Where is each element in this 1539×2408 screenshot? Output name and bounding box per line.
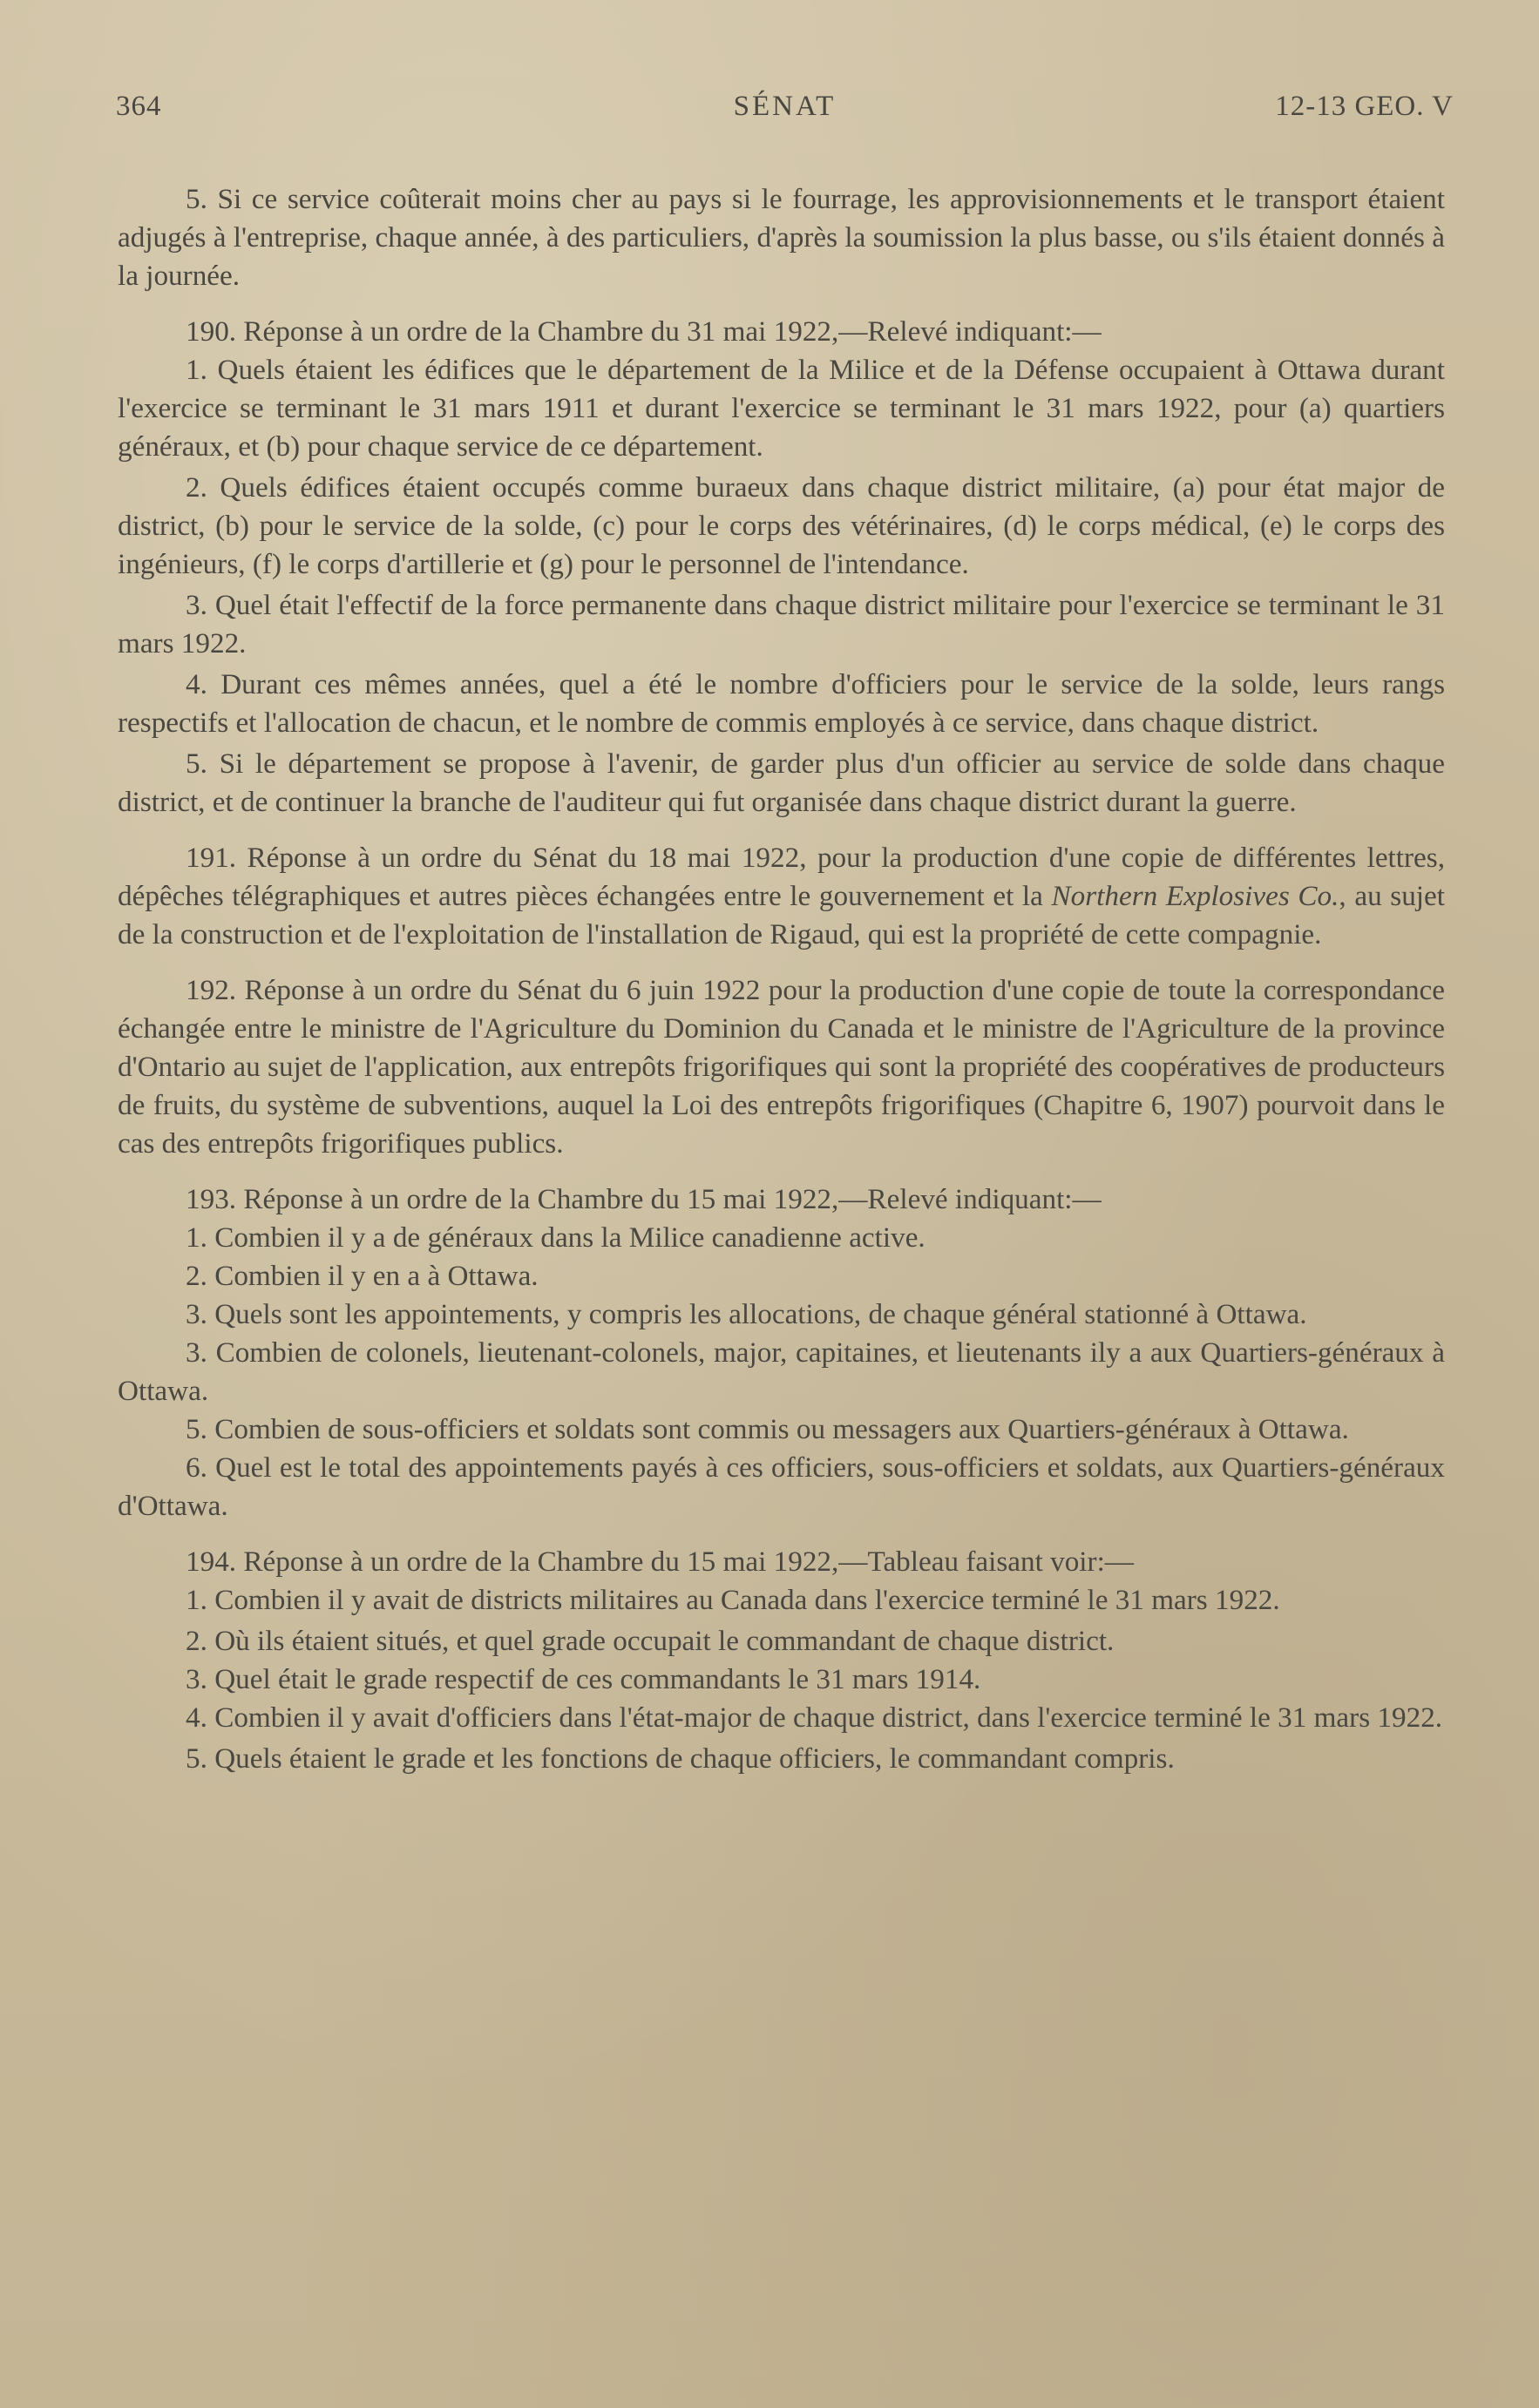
paragraph-text: 191. Réponse à un ordre du Sénat du 18 mai 1922, pour la production d'une copie de différentes lettres, dépêches télégraphiques et autres pièces échangées entre le gouvernement et la — [118, 842, 1445, 912]
order-paragraph-192: 192. Réponse à un ordre du Sénat du 6 juin 1922 pour la production d'une copie de toute la correspondance échangée entre le ministre de l'Agriculture du Dominion du Canada et le ministre de l'Agriculture de la province d'Ontario au sujet de l'application, aux entrepôts frigorifiques qui sont la propriété des coopératives de producteurs de fruits, du système de subventions, auquel la Loi des entrepôts frigorifiques (Chapitre 6, 1907) pourvoit dans le cas des entrepôts frigorifiques publics. — [118, 974, 1445, 1160]
page-title: SÉNAT — [733, 91, 837, 122]
paragraph-item: 3. Quel était le grade respectif de ces commandants le 31 mars 1914. — [186, 1663, 981, 1695]
session-label: 12-13 GEO. V — [1275, 91, 1454, 122]
paragraph-item: 2. Quels édifices étaient occupés comme buraeux dans chaque district militaire, (a) pour état major de district, (b) pour le service de la solde, (c) pour le corps des vétérinaires, (d) le corps médical, (e) le corps des ingénieurs, (f) le corps d'artillerie et (g) pour le personnel de l'intendance. — [118, 471, 1445, 580]
paragraph-text: , au sujet de la construction et de l'exploitation de l'installation de Rigaud, qui est la propriété de cette compagnie. — [118, 880, 1445, 950]
paragraph-item: 1. Quels étaient les édifices que le département de la Milice et de la Défense occupaient à Ottawa durant l'exercice se terminant le 31 mars 1911 et durant l'exercice se terminant le 31 mars 1922, pour (a) quartiers généraux, et (b) pour chaque service de ce département. — [118, 354, 1445, 463]
paragraph-item: 3. Quel était l'effectif de la force permanente dans chaque district militaire pour l'exercice se terminant le 31 mars 1922. — [118, 589, 1445, 659]
paragraph-item: 3. Quels sont les appointements, y compris les allocations, de chaque général stationné à Ottawa. — [186, 1298, 1307, 1330]
paragraph-item: 5. Si le département se propose à l'avenir, de garder plus d'un officier au service de solde dans chaque district, et de continuer la branche de l'auditeur qui fut organisée dans chaque district durant la guerre. — [118, 747, 1445, 818]
paragraph-item: 5. Si ce service coûterait moins cher au pays si le fourrage, les approvisionnements et le transport étaient adjugés à l'entreprise, chaque année, à des particuliers, d'après la soumission la plus basse, ou s'ils étaient donnés à la journée. — [118, 183, 1445, 292]
paragraph-item: 1. Combien il y avait de districts militaires au Canada dans l'exercice terminé le 31 mars 1922. — [186, 1584, 1280, 1616]
paragraph-item: 5. Quels étaient le grade et les fonctions de chaque officiers, le commandant compris. — [186, 1742, 1175, 1775]
paragraph-item: 5. Combien de sous-officiers et soldats sont commis ou messagers aux Quartiers-généraux à Ottawa. — [186, 1413, 1349, 1445]
paragraph-item: 1. Combien il y a de généraux dans la Milice canadienne active. — [186, 1221, 925, 1254]
document-body — [118, 180, 1445, 1778]
paragraph-item: 4. Durant ces mêmes années, quel a été le nombre d'officiers pour le service de la solde, leurs rangs respectifs et l'allocation de chacun, et le nombre de commis employés à ce service, dans chaque district. — [118, 668, 1445, 739]
company-name: Northern Explosives Co. — [1051, 880, 1339, 912]
order-heading-194: 194. Réponse à un ordre de la Chambre du 15 mai 1922,—Tableau faisant voir:— — [186, 1546, 1134, 1578]
order-heading-193: 193. Réponse à un ordre de la Chambre du 15 mai 1922,—Relevé indiquant:— — [186, 1183, 1102, 1215]
paragraph-item: 2. Combien il y en a à Ottawa. — [186, 1260, 539, 1292]
order-heading-190: 190. Réponse à un ordre de la Chambre du 31 mai 1922,—Relevé indiquant:— — [186, 315, 1102, 348]
paragraph-item: 2. Où ils étaient situés, et quel grade occupait le commandant de chaque district. — [186, 1625, 1115, 1657]
paragraph-item: 3. Combien de colonels, lieutenant-colonels, major, capitaines, et lieutenants ily a aux Quartiers-généraux à Ottawa. — [118, 1336, 1445, 1407]
running-header — [116, 91, 1454, 134]
paragraph-item: 6. Quel est le total des appointements payés à ces officiers, sous-officiers et soldats, aux Quartiers-généraux d'Ottawa. — [118, 1451, 1445, 1522]
order-paragraph-191 — [118, 839, 1445, 954]
page-number: 364 — [116, 91, 162, 122]
paragraph-item: 4. Combien il y avait d'officiers dans l'état-major de chaque district, dans l'exercice terminé le 31 mars 1922. — [186, 1701, 1443, 1734]
